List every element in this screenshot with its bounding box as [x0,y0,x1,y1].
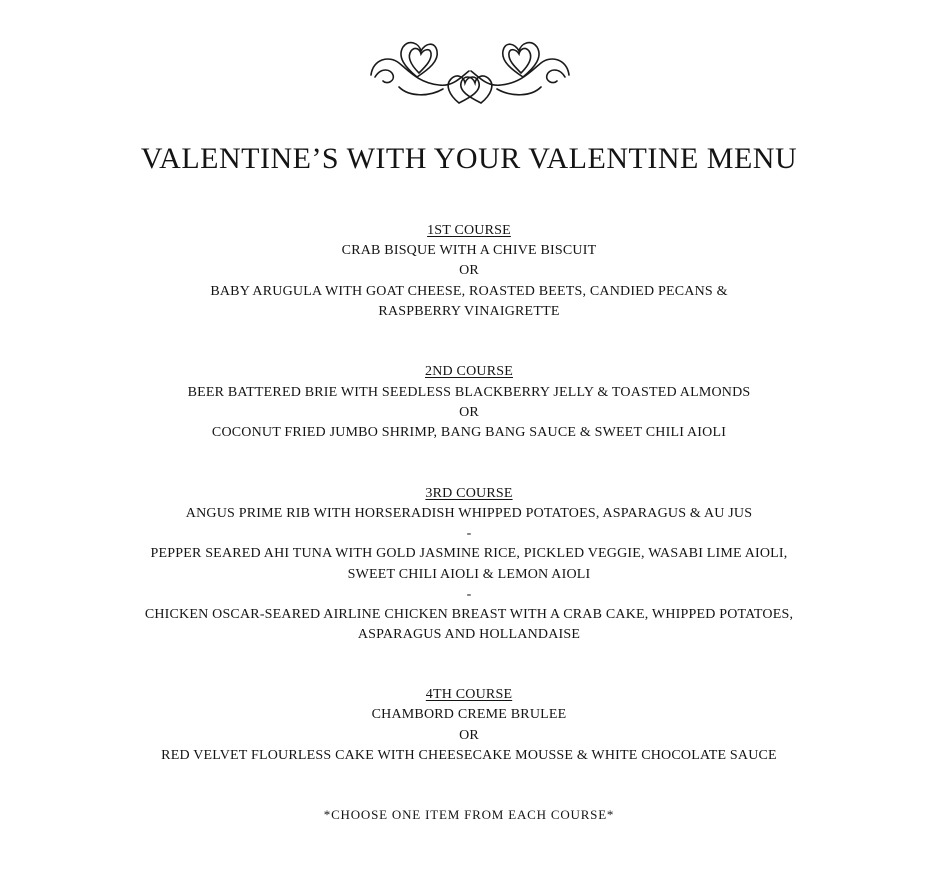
course-3-item: PEPPER SEARED AHI TUNA WITH GOLD JASMINE RICE, PICKLED VEGGIE, WASABI LIME AIOLI, [150,546,788,561]
course-2-separator: OR [459,405,479,420]
course-4-item: RED VELVET FLOURLESS CAKE WITH CHEESECAKE MOUSSE & WHITE CHOCOLATE SAUCE [161,748,777,763]
course-1-heading: 1ST COURSE [427,223,511,238]
menu-title: VALENTINE’S WITH YOUR VALENTINE MENU [140,142,798,175]
course-3-heading: 3RD COURSE [425,486,513,501]
course-3-item: CHICKEN OSCAR-SEARED AIRLINE CHICKEN BREAST WITH A CRAB CAKE, WHIPPED POTATOES, [144,607,794,622]
footnote: *CHOOSE ONE ITEM FROM EACH COURSE* [323,807,615,822]
course-3-separator: - [466,587,472,602]
course-1-item: BABY ARUGULA WITH GOAT CHEESE, ROASTED BEETS, CANDIED PECANS & [210,284,728,299]
course-3-item: ANGUS PRIME RIB WITH HORSERADISH WHIPPED POTATOES, ASPARAGUS & AU JUS [185,506,753,521]
course-4-heading: 4TH COURSE [425,687,513,702]
course-3-separator: - [466,526,472,541]
course-1-separator: OR [459,263,479,278]
course-3-item-continued: SWEET CHILI AIOLI & LEMON AIOLI [347,567,591,582]
course-2-item: BEER BATTERED BRIE WITH SEEDLESS BLACKBERRY JELLY & TOASTED ALMONDS [187,385,751,400]
course-1-item-continued: RASPBERRY VINAIGRETTE [378,304,560,319]
course-2-heading: 2ND COURSE [425,364,513,379]
course-1-item: CRAB BISQUE WITH A CHIVE BISCUIT [341,243,597,258]
course-2-item: COCONUT FRIED JUMBO SHRIMP, BANG BANG SAUCE & SWEET CHILI AIOLI [211,425,727,440]
course-4-item: CHAMBORD CREME BRULEE [371,707,567,722]
course-4-separator: OR [459,728,479,743]
heart-ornament-icon [369,37,571,107]
course-3-item-continued: ASPARAGUS AND HOLLANDAISE [357,627,581,642]
